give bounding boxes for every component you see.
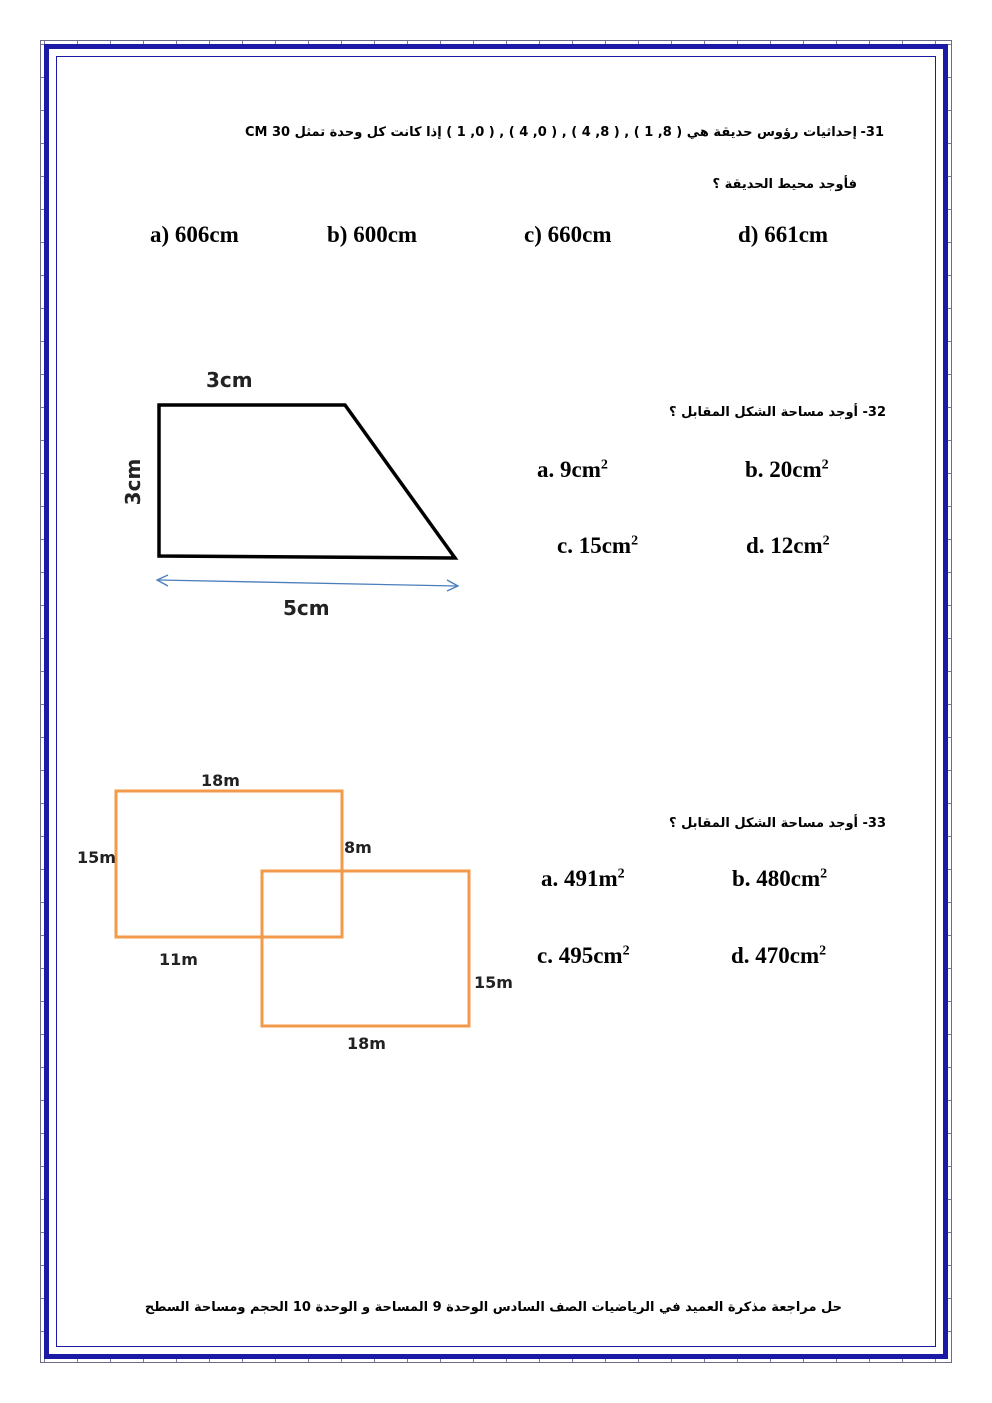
q31-number: 31- — [860, 125, 884, 140]
q31-option-a[interactable]: a) 606cm — [150, 222, 239, 247]
q33-overlap-label: 8m — [344, 838, 372, 857]
q33-option-d[interactable]: d. $470cm^2$ — [731, 943, 827, 968]
q31-option-d[interactable]: d) 661cm — [738, 222, 829, 247]
q32-option-a[interactable]: a. $9cm^2$ — [537, 457, 608, 482]
q33-option-b[interactable]: b. $480cm^2$ — [732, 866, 828, 891]
rectangle-1 — [116, 791, 342, 937]
q32-top-length-label: 3cm — [206, 368, 253, 392]
q33-rect1-top-label: 18m — [201, 771, 240, 790]
q31-question-line2: فأوجد محيط الحديقة ؟ — [712, 177, 857, 192]
q32-height-label: 3cm — [121, 458, 145, 506]
page-footer: حل مراجعة مذكرة العميد في الرياضيات الصف السادس الوحدة 9 المساحة و الوحدة 10 الحجم ومساحة السطح — [144, 1300, 842, 1315]
q32-option-b[interactable]: b. $20cm^2$ — [745, 457, 829, 482]
q32-question: 32- أوجد مساحة الشكل المقابل ؟ — [669, 405, 886, 420]
rectangle-2 — [262, 871, 469, 1026]
q33-rect2-bottom-label: 18m — [347, 1034, 386, 1053]
q33-rect1-bottom-label: 11m — [159, 950, 198, 969]
q31-option-b[interactable]: b) 600cm — [327, 222, 418, 247]
q32-bottom-length-label: 5cm — [283, 596, 330, 620]
q31-question-line1: إحداثيات رؤوس حديقة هي ( 8, 1 ) , ( 8, 4 ) , ( 0, 4 ) , ( 0, 1 ) إذا كانت كل وحدة تمثل 30 CM — [244, 125, 857, 140]
overlap-region — [262, 871, 342, 937]
q33-option-c[interactable]: c. $495cm^2$ — [537, 943, 630, 968]
q31-option-c[interactable]: c) 660cm — [524, 222, 612, 247]
q33-option-a[interactable]: a. $491m^2$ — [541, 866, 625, 891]
q32-option-d[interactable]: d. $12cm^2$ — [746, 533, 830, 558]
q32-option-c[interactable]: c. $15cm^2$ — [557, 533, 639, 558]
q33-rect1-left-label: 15m — [77, 848, 116, 867]
q33-rect2-right-label: 15m — [474, 973, 513, 992]
q33-question: 33- أوجد مساحة الشكل المقابل ؟ — [669, 816, 886, 831]
